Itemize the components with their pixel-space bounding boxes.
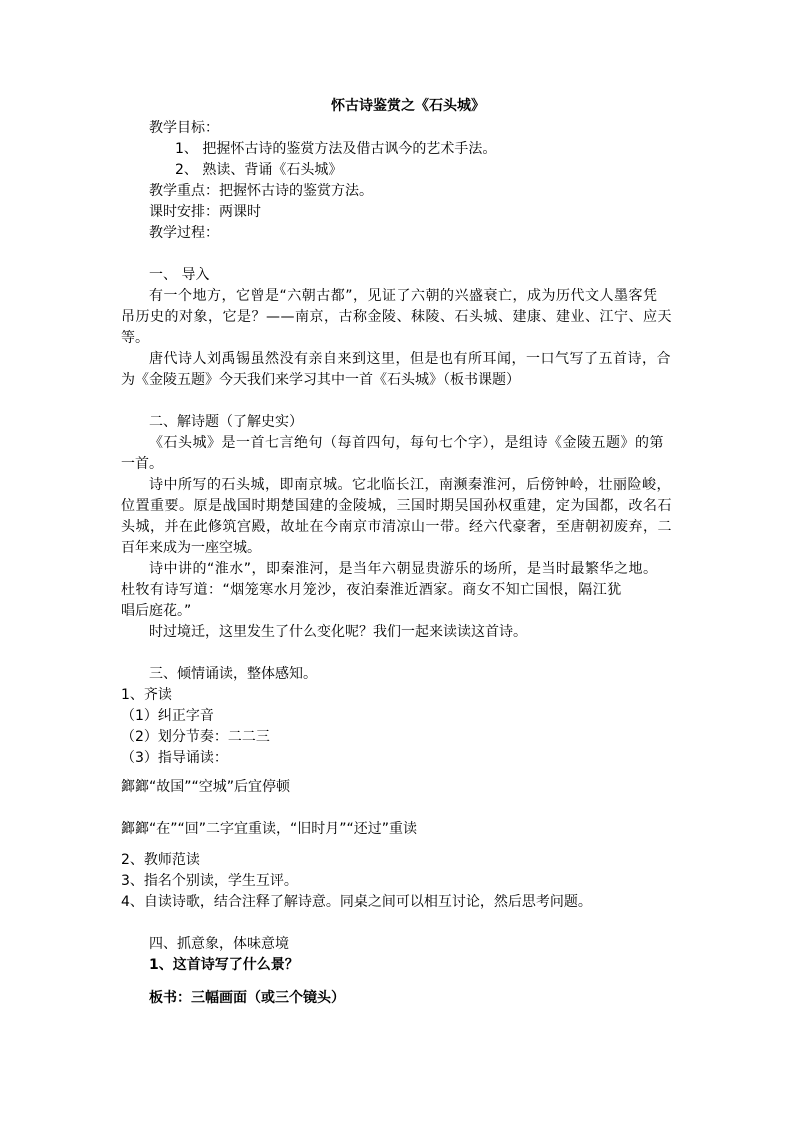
section-2-paragraph-line: 唱后庭花。” <box>121 603 192 619</box>
section-2-paragraph-line: 杜牧有诗写道：“烟笼寒水月笼沙，夜泊秦淮近酒家。商女不知亡国恨，隔江犹 <box>121 582 622 598</box>
objectives-label: 教学目标： <box>149 120 219 136</box>
section-1-heading: 一、 导入 <box>149 267 210 283</box>
section-2-paragraph-line: 时过境迁，这里发生了什么变化呢？我们一起来读读这首诗。 <box>149 624 527 640</box>
section-3-item: 4、自读诗歌，结合注释了解诗意。同桌之间可以相互讨论，然后思考问题。 <box>121 894 592 910</box>
section-4-heading: 四、抓意象，体味意境 <box>149 936 289 952</box>
section-3-subitem: （3）指导诵读： <box>121 750 228 766</box>
section-2-paragraph-line: 《石头城》是一首七言绝句（每首四句，每句七个字），是组诗《金陵五题》的第 <box>149 435 664 451</box>
document-title: 怀古诗鉴赏之《石头城》 <box>331 98 485 114</box>
section-4-question: 1、这首诗写了什么景？ <box>149 957 299 973</box>
section-2-paragraph-line: 诗中讲的“淮水”，即秦淮河，是当年六朝显贵游乐的场所，是当时最繁华之地。 <box>149 561 658 577</box>
section-3-subitem: （1）纠正字音 <box>121 708 214 724</box>
section-3-subitem: （2）划分节奏：二二三 <box>121 729 270 745</box>
section-2-paragraph-line: 一首。 <box>121 456 163 472</box>
section-2-heading: 二、解诗题（了解史实） <box>149 414 303 430</box>
section-2-paragraph-line: 百年来成为一座空城。 <box>121 540 261 556</box>
section-2-paragraph-line: 诗中所写的石头城，即南京城。它北临长江，南濒秦淮河，后傍钟岭，壮丽险峻， <box>149 477 671 493</box>
key-point: 教学重点：把握怀古诗的鉴赏方法。 <box>149 183 373 199</box>
objective-1: 1、 把握怀古诗的鉴赏方法及借古讽今的艺术手法。 <box>175 141 497 157</box>
section-2-paragraph-line: 头城，并在此修筑宫殿，故址在今南京市清凉山一带。经六代豪奢，至唐朝初废弃，二 <box>121 519 672 535</box>
section-3-item: 1、齐读 <box>121 687 172 703</box>
section-3-heading: 三、倾情诵读，整体感知。 <box>149 666 317 682</box>
section-1-paragraph-line: 有一个地方，它曾是“六朝古都”，见证了六朝的兴盛衰亡，成为历代文人墨客凭 <box>149 288 658 304</box>
section-4-board-note: 板书：三幅画面（或三个镜头） <box>149 990 345 1006</box>
section-3-item: 3、指名个别读，学生互评。 <box>121 873 298 889</box>
section-1-paragraph-line: 为《金陵五题》今天我们来学习其中一首《石头城》（板书课题） <box>121 372 520 388</box>
section-3-note: 鎯鎯“在”“回”二字宜重读，“旧时月”“还过”重读 <box>121 821 418 837</box>
section-1-paragraph-line: 吊历史的对象，它是？——南京，古称金陵、秣陵、石头城、建康、建业、江宁、应天 <box>121 309 672 325</box>
section-2-paragraph-line: 位置重要。原是战国时期楚国建的金陵城，三国时期吴国孙权重建，定为国都，改名石 <box>121 498 672 514</box>
section-1-paragraph-line: 等。 <box>121 330 149 346</box>
section-3-note: 鎯鎯“故国”“空城”后宜停顿 <box>121 779 291 795</box>
section-3-item: 2、教师范读 <box>121 852 200 868</box>
objective-2: 2、 熟读、背诵《石头城》 <box>175 162 343 178</box>
schedule: 课时安排：两课时 <box>149 204 261 220</box>
process-label: 教学过程： <box>149 225 219 241</box>
section-1-paragraph-line: 唐代诗人刘禹锡虽然没有亲自来到这里，但是也有所耳闻，一口气写了五首诗，合 <box>149 351 671 367</box>
